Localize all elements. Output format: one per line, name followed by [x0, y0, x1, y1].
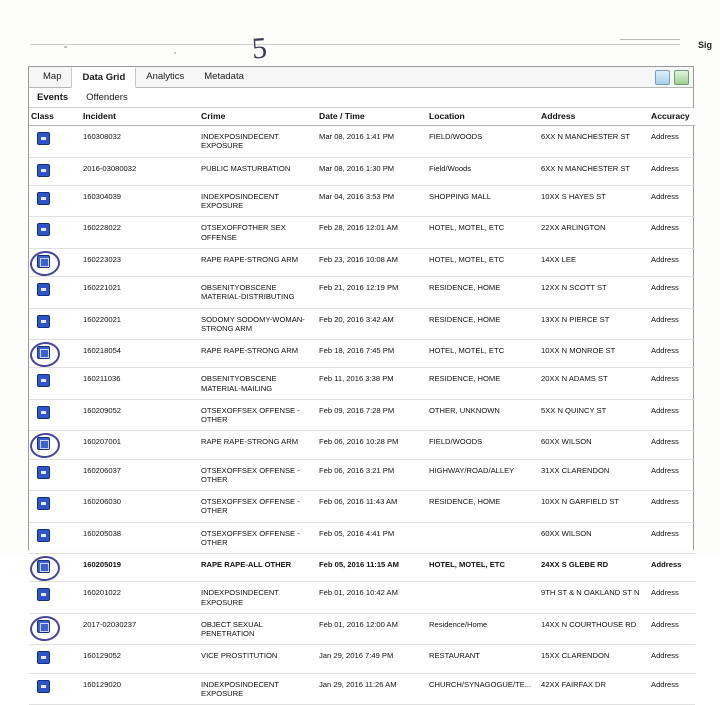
table-row[interactable]: [29, 522, 695, 554]
page-top-rule-secondary: [620, 39, 680, 40]
row-crime-cell: SODOMY SODOMY-WOMAN-STRONG ARM: [199, 308, 317, 340]
row-crime-cell: INDEXPOSINDECENT EXPOSURE: [199, 582, 317, 614]
class-symbol-icon[interactable]: [37, 283, 50, 296]
row-class-cell[interactable]: [29, 248, 81, 276]
table-row[interactable]: [29, 277, 695, 309]
class-symbol-icon[interactable]: [37, 529, 50, 542]
row-crime-cell: INDEXPOSINDECENT EXPOSURE: [199, 673, 317, 705]
row-crime-cell: VICE PROSTITUTION: [199, 645, 317, 673]
signature-label: Sig: [697, 40, 712, 50]
table-row[interactable]: [29, 126, 695, 158]
class-symbol-icon[interactable]: [37, 374, 50, 387]
class-symbol-icon[interactable]: [37, 437, 50, 450]
table-row[interactable]: [29, 645, 695, 673]
row-incident-cell: 160206037: [81, 459, 199, 491]
row-crime-cell: OTSEXOFFSEX OFFENSE - OTHER: [199, 459, 317, 491]
table-row[interactable]: [29, 491, 695, 523]
row-datetime-cell: Feb 05, 2016 4:41 PM: [317, 522, 427, 554]
row-accuracy-cell: Address: [649, 368, 695, 400]
row-location-cell: HOTEL, MOTEL, ETC: [427, 340, 539, 368]
row-datetime-cell: Feb 28, 2016 12:01 AM: [317, 217, 427, 249]
row-accuracy-cell: Address: [649, 277, 695, 309]
class-symbol-icon[interactable]: [37, 192, 50, 205]
table-row[interactable]: [29, 217, 695, 249]
row-class-cell[interactable]: [29, 277, 81, 309]
application-window: [28, 66, 694, 698]
row-datetime-cell: Feb 05, 2016 11:15 AM: [317, 554, 427, 582]
class-symbol-icon[interactable]: [37, 497, 50, 510]
row-address-cell: 10XX N GARFIELD ST: [539, 491, 649, 523]
tab-events[interactable]: Events: [37, 92, 69, 103]
row-location-cell: FIELD/WOODS: [427, 126, 539, 158]
row-incident-cell: 160308032: [81, 126, 199, 158]
row-accuracy-cell: Address: [649, 431, 695, 459]
class-symbol-icon[interactable]: [37, 255, 50, 268]
row-datetime-cell: Feb 23, 2016 10:08 AM: [317, 248, 427, 276]
row-accuracy-cell: Address: [649, 673, 695, 705]
primary-tab-bar: [29, 67, 693, 88]
row-address-cell: 60XX WILSON: [539, 522, 649, 554]
row-address-cell: 14XX N COURTHOUSE RD: [539, 613, 649, 645]
row-location-cell: FIELD/WOODS: [427, 431, 539, 459]
row-datetime-cell: Feb 09, 2016 7:28 PM: [317, 399, 427, 431]
row-address-cell: 9TH ST & N OAKLAND ST N: [539, 582, 649, 614]
table-row[interactable]: [29, 582, 695, 614]
row-location-cell: HOTEL, MOTEL, ETC: [427, 248, 539, 276]
row-datetime-cell: Mar 08, 2016 1:30 PM: [317, 157, 427, 185]
row-crime-cell: OTSEXOFFSEX OFFENSE - OTHER: [199, 399, 317, 431]
table-row[interactable]: [29, 399, 695, 431]
row-datetime-cell: Feb 06, 2016 11:43 AM: [317, 491, 427, 523]
handwritten-page-number: 5: [250, 31, 269, 66]
row-address-cell: 6XX N MANCHESTER ST: [539, 157, 649, 185]
row-datetime-cell: Jan 29, 2016 11:26 AM: [317, 673, 427, 705]
tab-analytics[interactable]: Analytics: [146, 71, 185, 82]
row-location-cell: SHOPPING MALL: [427, 185, 539, 217]
column-header-class[interactable]: Class: [29, 108, 81, 126]
row-incident-cell: 160205019: [81, 554, 199, 582]
row-crime-cell: INDEXPOSINDECENT EXPOSURE: [199, 126, 317, 158]
row-datetime-cell: Mar 08, 2016 1:41 PM: [317, 126, 427, 158]
class-symbol-icon[interactable]: [37, 315, 50, 328]
row-address-cell: 31XX CLARENDON: [539, 459, 649, 491]
row-address-cell: 24XX S GLEBE RD: [539, 554, 649, 582]
row-address-cell: 22XX ARLINGTON: [539, 217, 649, 249]
row-location-cell: HOTEL, MOTEL, ETC: [427, 217, 539, 249]
row-datetime-cell: Feb 01, 2016 12:00 AM: [317, 613, 427, 645]
row-address-cell: 13XX N PIERCE ST: [539, 308, 649, 340]
row-class-cell[interactable]: [29, 582, 81, 614]
row-incident-cell: 160129052: [81, 645, 199, 673]
row-incident-cell: 160129020: [81, 673, 199, 705]
export-excel-icon[interactable]: [655, 70, 670, 85]
row-accuracy-cell: Address: [649, 459, 695, 491]
row-datetime-cell: Feb 06, 2016 3:21 PM: [317, 459, 427, 491]
row-incident-cell: 160218054: [81, 340, 199, 368]
row-class-cell[interactable]: [29, 554, 81, 582]
row-crime-cell: OBSENITYOBSCENE MATERIAL-MAILING: [199, 368, 317, 400]
row-address-cell: 10XX S HAYES ST: [539, 185, 649, 217]
table-row[interactable]: [29, 340, 695, 368]
row-accuracy-cell: Address: [649, 399, 695, 431]
class-symbol-icon[interactable]: [37, 132, 50, 145]
class-symbol-icon[interactable]: [37, 346, 50, 359]
row-accuracy-cell: Address: [649, 217, 695, 249]
row-location-cell: CHURCH/SYNAGOGUE/TE...: [427, 673, 539, 705]
tab-metadata[interactable]: Metadata: [204, 71, 244, 82]
table-header-row: [29, 108, 695, 126]
row-incident-cell: 160211036: [81, 368, 199, 400]
row-crime-cell: RAPE RAPE-STRONG ARM: [199, 431, 317, 459]
row-class-cell[interactable]: [29, 431, 81, 459]
row-crime-cell: INDEXPOSINDECENT EXPOSURE: [199, 185, 317, 217]
row-class-cell[interactable]: [29, 368, 81, 400]
class-symbol-icon[interactable]: [37, 223, 50, 236]
table-row[interactable]: [29, 431, 695, 459]
row-location-cell: RESIDENCE, HOME: [427, 491, 539, 523]
row-class-cell[interactable]: [29, 185, 81, 217]
row-incident-cell: 160220021: [81, 308, 199, 340]
class-symbol-icon[interactable]: [37, 680, 50, 693]
row-accuracy-cell: Address: [649, 613, 695, 645]
row-location-cell: Residence/Home: [427, 613, 539, 645]
data-grid-container[interactable]: [29, 108, 693, 698]
row-crime-cell: OTSEXOFFSEX OFFENSE - OTHER: [199, 522, 317, 554]
row-accuracy-cell: Address: [649, 645, 695, 673]
class-symbol-icon[interactable]: [37, 651, 50, 664]
row-datetime-cell: Feb 18, 2016 7:45 PM: [317, 340, 427, 368]
row-class-cell[interactable]: [29, 645, 81, 673]
row-datetime-cell: Feb 20, 2016 3:42 AM: [317, 308, 427, 340]
secondary-tab-bar: [29, 88, 693, 108]
column-header-crime[interactable]: Crime: [199, 108, 317, 126]
row-accuracy-cell: Address: [649, 491, 695, 523]
row-location-cell: OTHER, UNKNOWN: [427, 399, 539, 431]
row-accuracy-cell: Address: [649, 157, 695, 185]
table-row[interactable]: [29, 157, 695, 185]
row-location-cell: RESIDENCE, HOME: [427, 308, 539, 340]
row-location-cell: Field/Woods: [427, 157, 539, 185]
row-datetime-cell: Feb 21, 2016 12:19 PM: [317, 277, 427, 309]
row-crime-cell: OBSENITYOBSCENE MATERIAL-DISTRIBUTING: [199, 277, 317, 309]
row-address-cell: 60XX WILSON: [539, 431, 649, 459]
row-location-cell: [427, 582, 539, 614]
row-location-cell: RESIDENCE, HOME: [427, 277, 539, 309]
row-datetime-cell: Mar 04, 2016 3:53 PM: [317, 185, 427, 217]
events-table: [29, 108, 695, 705]
row-address-cell: 5XX N QUINCY ST: [539, 399, 649, 431]
row-datetime-cell: Feb 01, 2016 10:42 AM: [317, 582, 427, 614]
row-accuracy-cell: Address: [649, 248, 695, 276]
class-symbol-icon[interactable]: [37, 466, 50, 479]
row-class-cell[interactable]: [29, 157, 81, 185]
table-row[interactable]: [29, 185, 695, 217]
row-location-cell: HOTEL, MOTEL, ETC: [427, 554, 539, 582]
table-row[interactable]: [29, 459, 695, 491]
row-class-cell[interactable]: [29, 613, 81, 645]
row-incident-cell: 160221021: [81, 277, 199, 309]
scan-speck: [64, 46, 67, 48]
row-accuracy-cell: Address: [649, 126, 695, 158]
row-location-cell: RESTAURANT: [427, 645, 539, 673]
toolbar-icons: [655, 70, 689, 85]
tab-offenders[interactable]: Offenders: [86, 92, 128, 103]
export-map-icon[interactable]: [674, 70, 689, 85]
row-class-cell[interactable]: [29, 126, 81, 158]
row-address-cell: 10XX N MONROE ST: [539, 340, 649, 368]
row-incident-cell: 160201022: [81, 582, 199, 614]
scan-speck: [174, 52, 176, 54]
row-crime-cell: OBJECT SEXUAL PENETRATION: [199, 613, 317, 645]
row-incident-cell: 160207001: [81, 431, 199, 459]
column-header-incident[interactable]: Incident: [81, 108, 199, 126]
class-symbol-icon[interactable]: [37, 620, 50, 633]
row-incident-cell: 160209052: [81, 399, 199, 431]
row-datetime-cell: Feb 11, 2016 3:38 PM: [317, 368, 427, 400]
table-row[interactable]: [29, 613, 695, 645]
row-location-cell: [427, 522, 539, 554]
class-symbol-icon[interactable]: [37, 406, 50, 419]
row-address-cell: 6XX N MANCHESTER ST: [539, 126, 649, 158]
row-class-cell[interactable]: [29, 308, 81, 340]
row-accuracy-cell: Address: [649, 554, 695, 582]
column-header-datetime[interactable]: Date / Time: [317, 108, 427, 126]
row-accuracy-cell: Address: [649, 582, 695, 614]
row-location-cell: HIGHWAY/ROAD/ALLEY: [427, 459, 539, 491]
page-top-rule: [30, 44, 680, 45]
row-address-cell: 42XX FAIRFAX DR: [539, 673, 649, 705]
row-crime-cell: RAPE RAPE-STRONG ARM: [199, 340, 317, 368]
column-header-address[interactable]: Address: [539, 108, 649, 126]
table-row[interactable]: [29, 554, 695, 582]
row-incident-cell: 160228022: [81, 217, 199, 249]
table-row[interactable]: [29, 673, 695, 705]
class-symbol-icon[interactable]: [37, 560, 50, 573]
row-class-cell[interactable]: [29, 522, 81, 554]
row-incident-cell: 2017-02030237: [81, 613, 199, 645]
row-incident-cell: 160304039: [81, 185, 199, 217]
row-class-cell[interactable]: [29, 340, 81, 368]
table-body: [29, 126, 695, 705]
tab-data-grid[interactable]: Data Grid: [71, 67, 136, 88]
row-address-cell: 14XX LEE: [539, 248, 649, 276]
row-datetime-cell: Feb 06, 2016 10:28 PM: [317, 431, 427, 459]
column-header-location[interactable]: Location: [427, 108, 539, 126]
row-crime-cell: PUBLIC MASTURBATION: [199, 157, 317, 185]
row-crime-cell: RAPE RAPE-STRONG ARM: [199, 248, 317, 276]
row-accuracy-cell: Address: [649, 522, 695, 554]
row-class-cell[interactable]: [29, 673, 81, 705]
row-crime-cell: OTSEXOFFSEX OFFENSE - OTHER: [199, 491, 317, 523]
row-incident-cell: 2016-03080032: [81, 157, 199, 185]
row-class-cell[interactable]: [29, 491, 81, 523]
row-address-cell: 12XX N SCOTT ST: [539, 277, 649, 309]
row-accuracy-cell: Address: [649, 185, 695, 217]
row-accuracy-cell: Address: [649, 308, 695, 340]
row-crime-cell: RAPE RAPE-ALL OTHER: [199, 554, 317, 582]
table-row[interactable]: [29, 368, 695, 400]
row-address-cell: 15XX CLARENDON: [539, 645, 649, 673]
table-row[interactable]: [29, 308, 695, 340]
row-accuracy-cell: Address: [649, 340, 695, 368]
class-symbol-icon[interactable]: [37, 164, 50, 177]
row-class-cell[interactable]: [29, 217, 81, 249]
row-class-cell[interactable]: [29, 459, 81, 491]
column-header-accuracy[interactable]: Accuracy: [649, 108, 695, 126]
row-class-cell[interactable]: [29, 399, 81, 431]
row-location-cell: RESIDENCE, HOME: [427, 368, 539, 400]
table-row[interactable]: [29, 248, 695, 276]
class-symbol-icon[interactable]: [37, 588, 50, 601]
row-incident-cell: 160206030: [81, 491, 199, 523]
row-incident-cell: 160205038: [81, 522, 199, 554]
row-datetime-cell: Jan 29, 2016 7:49 PM: [317, 645, 427, 673]
row-incident-cell: 160223023: [81, 248, 199, 276]
tab-map[interactable]: Map: [43, 71, 62, 82]
row-address-cell: 20XX N ADAMS ST: [539, 368, 649, 400]
row-crime-cell: OTSEXOFFOTHER SEX OFFENSE: [199, 217, 317, 249]
